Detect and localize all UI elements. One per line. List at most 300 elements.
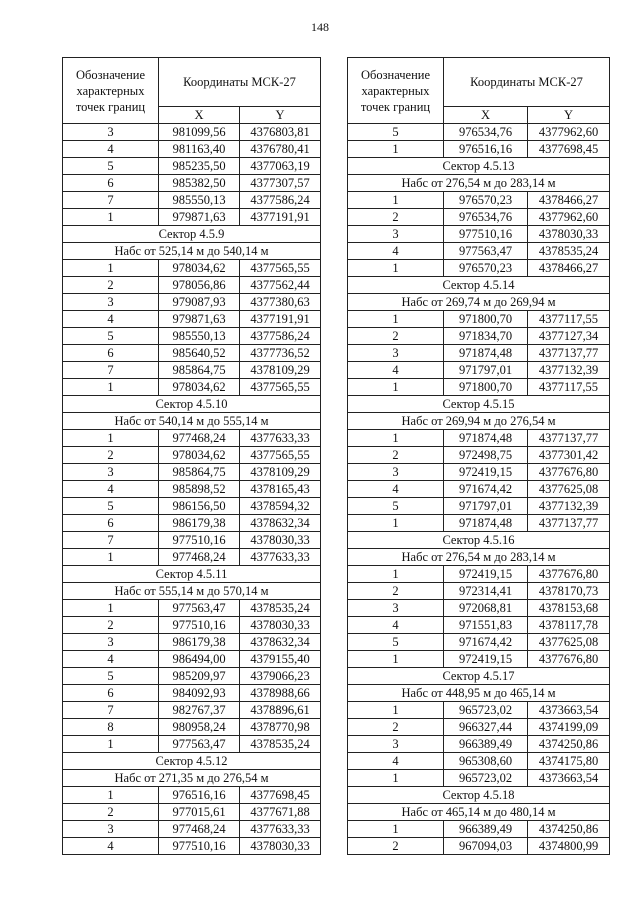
y-coordinate: 4377962,60 <box>528 124 610 141</box>
x-coordinate: 986179,38 <box>159 634 240 651</box>
table-row <box>63 192 321 209</box>
y-coordinate: 4377962,60 <box>528 209 610 226</box>
y-coordinate: 4377676,80 <box>528 651 610 668</box>
table-row <box>348 124 610 141</box>
y-coordinate: 4377191,91 <box>240 209 321 226</box>
table-row <box>63 787 321 804</box>
y-coordinate: 4378030,33 <box>240 838 321 855</box>
sector-label: Сектор 4.5.17 <box>348 668 610 685</box>
table-row <box>63 821 321 838</box>
y-coordinate: 4377117,55 <box>528 311 610 328</box>
point-number: 4 <box>63 838 159 855</box>
table-row <box>63 311 321 328</box>
point-number: 4 <box>63 481 159 498</box>
point-number: 1 <box>348 515 444 532</box>
x-coordinate: 976516,16 <box>159 787 240 804</box>
point-number: 3 <box>63 821 159 838</box>
x-coordinate: 985864,75 <box>159 464 240 481</box>
x-coordinate: 971874,48 <box>444 430 528 447</box>
y-coordinate: 4377736,52 <box>240 345 321 362</box>
y-coordinate: 4374250,86 <box>528 736 610 753</box>
y-coordinate: 4378632,34 <box>240 634 321 651</box>
table-row <box>63 175 321 192</box>
table-row <box>348 430 610 447</box>
y-coordinate: 4378117,78 <box>528 617 610 634</box>
point-number: 2 <box>63 447 159 464</box>
point-number: 6 <box>63 345 159 362</box>
sector-row <box>348 413 610 430</box>
point-number: 6 <box>63 685 159 702</box>
x-coordinate: 986494,00 <box>159 651 240 668</box>
table-row <box>348 464 610 481</box>
coordinates-table-left <box>62 57 321 855</box>
sector-row <box>348 804 610 821</box>
point-number: 7 <box>63 362 159 379</box>
point-number: 1 <box>348 821 444 838</box>
sector-row <box>63 770 321 787</box>
point-number: 1 <box>348 651 444 668</box>
point-number: 2 <box>348 328 444 345</box>
sector-label: Сектор 4.5.12 <box>63 753 321 770</box>
y-coordinate: 4377676,80 <box>528 566 610 583</box>
sector-row <box>348 787 610 804</box>
table-row <box>63 634 321 651</box>
table-row <box>348 736 610 753</box>
x-coordinate: 982767,37 <box>159 702 240 719</box>
table-row <box>63 600 321 617</box>
table-row <box>348 209 610 226</box>
x-coordinate: 978034,62 <box>159 447 240 464</box>
x-coordinate: 977468,24 <box>159 549 240 566</box>
left-table-body <box>63 124 321 855</box>
x-coordinate: 977510,16 <box>159 838 240 855</box>
table-row <box>63 141 321 158</box>
sector-label: Набс от 555,14 м до 570,14 м <box>63 583 321 600</box>
x-coordinate: 984092,93 <box>159 685 240 702</box>
point-number: 4 <box>348 362 444 379</box>
y-coordinate: 4378109,29 <box>240 464 321 481</box>
x-coordinate: 977510,16 <box>444 226 528 243</box>
table-row <box>348 566 610 583</box>
table-row <box>63 719 321 736</box>
table-row <box>348 498 610 515</box>
point-number: 1 <box>348 702 444 719</box>
point-number: 4 <box>63 311 159 328</box>
y-coordinate: 4377132,39 <box>528 362 610 379</box>
y-coordinate: 4374800,99 <box>528 838 610 855</box>
table-row <box>348 583 610 600</box>
x-coordinate: 985864,75 <box>159 362 240 379</box>
table-row <box>348 651 610 668</box>
point-number: 2 <box>348 583 444 600</box>
sector-row <box>348 294 610 311</box>
x-coordinate: 976534,76 <box>444 124 528 141</box>
x-coordinate: 971874,48 <box>444 515 528 532</box>
x-coordinate: 977563,47 <box>444 243 528 260</box>
sector-label: Набс от 269,74 м до 269,94 м <box>348 294 610 311</box>
point-number: 4 <box>63 651 159 668</box>
x-coordinate: 976570,23 <box>444 260 528 277</box>
table-row <box>63 498 321 515</box>
table-row <box>63 736 321 753</box>
x-coordinate: 980958,24 <box>159 719 240 736</box>
x-coordinate: 971674,42 <box>444 481 528 498</box>
point-number: 4 <box>63 141 159 158</box>
table-row <box>63 362 321 379</box>
y-coordinate: 4378988,66 <box>240 685 321 702</box>
y-coordinate: 4377565,55 <box>240 379 321 396</box>
table-row <box>348 634 610 651</box>
point-number: 3 <box>348 736 444 753</box>
sector-label: Сектор 4.5.14 <box>348 277 610 294</box>
x-coordinate: 976570,23 <box>444 192 528 209</box>
point-number: 1 <box>63 600 159 617</box>
table-row <box>63 532 321 549</box>
table-row <box>348 311 610 328</box>
point-number: 1 <box>63 787 159 804</box>
x-coordinate: 972498,75 <box>444 447 528 464</box>
table-row <box>348 243 610 260</box>
point-number: 3 <box>63 294 159 311</box>
y-coordinate: 4378770,98 <box>240 719 321 736</box>
y-coordinate: 4377301,42 <box>528 447 610 464</box>
table-row <box>63 447 321 464</box>
y-coordinate: 4377625,08 <box>528 481 610 498</box>
y-coordinate: 4377127,34 <box>528 328 610 345</box>
sector-label: Набс от 540,14 м до 555,14 м <box>63 413 321 430</box>
table-row <box>348 447 610 464</box>
header-point-label: Обозначение характерных точек границ <box>63 58 159 124</box>
table-row <box>63 685 321 702</box>
sector-row <box>63 396 321 413</box>
x-coordinate: 979087,93 <box>159 294 240 311</box>
x-coordinate: 985898,52 <box>159 481 240 498</box>
y-coordinate: 4378109,29 <box>240 362 321 379</box>
y-coordinate: 4378030,33 <box>240 617 321 634</box>
table-row <box>63 464 321 481</box>
x-coordinate: 972419,15 <box>444 464 528 481</box>
y-coordinate: 4374250,86 <box>528 821 610 838</box>
x-coordinate: 977563,47 <box>159 736 240 753</box>
x-coordinate: 972068,81 <box>444 600 528 617</box>
table-row <box>63 549 321 566</box>
x-coordinate: 985382,50 <box>159 175 240 192</box>
y-coordinate: 4378153,68 <box>528 600 610 617</box>
sector-row <box>348 175 610 192</box>
sector-row <box>348 532 610 549</box>
table-row <box>348 702 610 719</box>
point-number: 5 <box>348 498 444 515</box>
sector-label: Набс от 465,14 м до 480,14 м <box>348 804 610 821</box>
x-coordinate: 986156,50 <box>159 498 240 515</box>
y-coordinate: 4377625,08 <box>528 634 610 651</box>
y-coordinate: 4377586,24 <box>240 328 321 345</box>
point-number: 6 <box>63 175 159 192</box>
x-coordinate: 979871,63 <box>159 311 240 328</box>
sector-row <box>348 685 610 702</box>
x-coordinate: 986179,38 <box>159 515 240 532</box>
x-coordinate: 972419,15 <box>444 651 528 668</box>
y-coordinate: 4378466,27 <box>528 260 610 277</box>
sector-label: Сектор 4.5.16 <box>348 532 610 549</box>
x-coordinate: 966327,44 <box>444 719 528 736</box>
x-coordinate: 976516,16 <box>444 141 528 158</box>
point-number: 5 <box>63 498 159 515</box>
y-coordinate: 4377565,55 <box>240 260 321 277</box>
sector-label: Сектор 4.5.13 <box>348 158 610 175</box>
y-coordinate: 4377633,33 <box>240 430 321 447</box>
page-number: 148 <box>311 20 329 34</box>
table-row <box>63 158 321 175</box>
x-coordinate: 971551,83 <box>444 617 528 634</box>
table-row <box>348 192 610 209</box>
x-coordinate: 981163,40 <box>159 141 240 158</box>
table-row <box>348 770 610 787</box>
point-number: 8 <box>63 719 159 736</box>
sector-label: Сектор 4.5.18 <box>348 787 610 804</box>
sector-row <box>63 753 321 770</box>
sector-label: Набс от 276,54 м до 283,14 м <box>348 549 610 566</box>
sector-label: Сектор 4.5.15 <box>348 396 610 413</box>
x-coordinate: 985640,52 <box>159 345 240 362</box>
y-coordinate: 4376780,41 <box>240 141 321 158</box>
sector-row <box>348 668 610 685</box>
point-number: 1 <box>63 209 159 226</box>
x-coordinate: 977468,24 <box>159 821 240 838</box>
point-number: 1 <box>348 260 444 277</box>
y-coordinate: 4377137,77 <box>528 515 610 532</box>
x-coordinate: 966389,49 <box>444 736 528 753</box>
point-number: 3 <box>348 600 444 617</box>
sector-row <box>348 549 610 566</box>
right-table-body <box>348 124 610 855</box>
header-x: X <box>444 107 528 124</box>
point-number: 2 <box>348 719 444 736</box>
x-coordinate: 965308,60 <box>444 753 528 770</box>
x-coordinate: 971800,70 <box>444 311 528 328</box>
point-number: 3 <box>348 226 444 243</box>
point-number: 4 <box>348 243 444 260</box>
x-coordinate: 981099,56 <box>159 124 240 141</box>
table-row <box>63 668 321 685</box>
sector-row <box>63 243 321 260</box>
y-coordinate: 4377132,39 <box>528 498 610 515</box>
x-coordinate: 978056,86 <box>159 277 240 294</box>
y-coordinate: 4377380,63 <box>240 294 321 311</box>
table-row <box>348 226 610 243</box>
point-number: 1 <box>348 379 444 396</box>
point-number: 1 <box>348 770 444 787</box>
x-coordinate: 971800,70 <box>444 379 528 396</box>
sector-row <box>348 277 610 294</box>
x-coordinate: 972314,41 <box>444 583 528 600</box>
table-row <box>348 821 610 838</box>
sector-label: Набс от 525,14 м до 540,14 м <box>63 243 321 260</box>
table-row <box>348 753 610 770</box>
x-coordinate: 979871,63 <box>159 209 240 226</box>
point-number: 4 <box>348 481 444 498</box>
y-coordinate: 4377671,88 <box>240 804 321 821</box>
y-coordinate: 4373663,54 <box>528 770 610 787</box>
y-coordinate: 4379155,40 <box>240 651 321 668</box>
y-coordinate: 4378030,33 <box>528 226 610 243</box>
point-number: 1 <box>63 549 159 566</box>
x-coordinate: 977563,47 <box>159 600 240 617</box>
x-coordinate: 971834,70 <box>444 328 528 345</box>
sector-label: Набс от 271,35 м до 276,54 м <box>63 770 321 787</box>
x-coordinate: 977510,16 <box>159 617 240 634</box>
y-coordinate: 4378535,24 <box>240 736 321 753</box>
header-y: Y <box>528 107 610 124</box>
sector-row <box>348 158 610 175</box>
x-coordinate: 967094,03 <box>444 838 528 855</box>
header-coordinates: Координаты МСК-27 <box>444 58 610 107</box>
point-number: 7 <box>63 532 159 549</box>
table-row <box>63 209 321 226</box>
y-coordinate: 4378594,32 <box>240 498 321 515</box>
sector-row <box>63 413 321 430</box>
x-coordinate: 978034,62 <box>159 260 240 277</box>
y-coordinate: 4377698,45 <box>528 141 610 158</box>
y-coordinate: 4377565,55 <box>240 447 321 464</box>
point-number: 1 <box>348 311 444 328</box>
y-coordinate: 4373663,54 <box>528 702 610 719</box>
point-number: 3 <box>63 464 159 481</box>
table-row <box>63 379 321 396</box>
point-number: 4 <box>348 617 444 634</box>
y-coordinate: 4378896,61 <box>240 702 321 719</box>
header-coordinates: Координаты МСК-27 <box>159 58 321 107</box>
y-coordinate: 4378535,24 <box>240 600 321 617</box>
table-row <box>63 328 321 345</box>
header-y: Y <box>240 107 321 124</box>
x-coordinate: 985235,50 <box>159 158 240 175</box>
table-row <box>63 481 321 498</box>
point-number: 7 <box>63 192 159 209</box>
x-coordinate: 976534,76 <box>444 209 528 226</box>
y-coordinate: 4377063,19 <box>240 158 321 175</box>
y-coordinate: 4377633,33 <box>240 821 321 838</box>
table-row <box>348 379 610 396</box>
table-row <box>63 804 321 821</box>
x-coordinate: 965723,02 <box>444 702 528 719</box>
point-number: 1 <box>348 430 444 447</box>
table-row <box>348 515 610 532</box>
table-row <box>348 260 610 277</box>
table-row <box>63 515 321 532</box>
point-number: 1 <box>63 379 159 396</box>
sector-label: Сектор 4.5.11 <box>63 566 321 583</box>
x-coordinate: 971874,48 <box>444 345 528 362</box>
y-coordinate: 4379066,23 <box>240 668 321 685</box>
y-coordinate: 4376803,81 <box>240 124 321 141</box>
table-row <box>63 838 321 855</box>
sector-row <box>63 566 321 583</box>
table-row <box>348 481 610 498</box>
table-row <box>348 838 610 855</box>
point-number: 5 <box>63 668 159 685</box>
x-coordinate: 978034,62 <box>159 379 240 396</box>
table-row <box>63 294 321 311</box>
point-number: 5 <box>348 634 444 651</box>
point-number: 2 <box>63 617 159 634</box>
table-row <box>63 124 321 141</box>
x-coordinate: 971674,42 <box>444 634 528 651</box>
y-coordinate: 4378632,34 <box>240 515 321 532</box>
y-coordinate: 4377137,77 <box>528 430 610 447</box>
y-coordinate: 4377191,91 <box>240 311 321 328</box>
x-coordinate: 971797,01 <box>444 362 528 379</box>
y-coordinate: 4374175,80 <box>528 753 610 770</box>
x-coordinate: 977510,16 <box>159 532 240 549</box>
x-coordinate: 972419,15 <box>444 566 528 583</box>
x-coordinate: 971797,01 <box>444 498 528 515</box>
sector-row <box>63 226 321 243</box>
point-number: 5 <box>348 124 444 141</box>
y-coordinate: 4377562,44 <box>240 277 321 294</box>
y-coordinate: 4378170,73 <box>528 583 610 600</box>
point-number: 2 <box>348 838 444 855</box>
x-coordinate: 985550,13 <box>159 328 240 345</box>
y-coordinate: 4377117,55 <box>528 379 610 396</box>
point-number: 1 <box>348 141 444 158</box>
point-number: 1 <box>348 566 444 583</box>
x-coordinate: 965723,02 <box>444 770 528 787</box>
x-coordinate: 977015,61 <box>159 804 240 821</box>
table-row <box>63 702 321 719</box>
point-number: 3 <box>348 464 444 481</box>
y-coordinate: 4377698,45 <box>240 787 321 804</box>
table-row <box>63 345 321 362</box>
header-x: X <box>159 107 240 124</box>
y-coordinate: 4377633,33 <box>240 549 321 566</box>
point-number: 2 <box>348 209 444 226</box>
sector-row <box>348 396 610 413</box>
point-number: 2 <box>63 277 159 294</box>
y-coordinate: 4378466,27 <box>528 192 610 209</box>
sector-label: Набс от 276,54 м до 283,14 м <box>348 175 610 192</box>
y-coordinate: 4378535,24 <box>528 243 610 260</box>
sector-label: Сектор 4.5.10 <box>63 396 321 413</box>
table-row <box>348 345 610 362</box>
point-number: 1 <box>63 430 159 447</box>
point-number: 1 <box>348 192 444 209</box>
sector-label: Сектор 4.5.9 <box>63 226 321 243</box>
point-number: 4 <box>348 753 444 770</box>
point-number: 2 <box>348 447 444 464</box>
point-number: 5 <box>63 158 159 175</box>
point-number: 3 <box>348 345 444 362</box>
x-coordinate: 966389,49 <box>444 821 528 838</box>
y-coordinate: 4377137,77 <box>528 345 610 362</box>
point-number: 1 <box>63 260 159 277</box>
x-coordinate: 977468,24 <box>159 430 240 447</box>
point-number: 3 <box>63 124 159 141</box>
y-coordinate: 4374199,09 <box>528 719 610 736</box>
point-number: 2 <box>63 804 159 821</box>
table-row <box>348 328 610 345</box>
sector-row <box>63 583 321 600</box>
point-number: 1 <box>63 736 159 753</box>
table-row <box>63 277 321 294</box>
sector-label: Набс от 448,95 м до 465,14 м <box>348 685 610 702</box>
table-row <box>348 617 610 634</box>
table-row <box>348 719 610 736</box>
point-number: 7 <box>63 702 159 719</box>
coordinates-table-right <box>347 57 610 855</box>
point-number: 6 <box>63 515 159 532</box>
point-number: 5 <box>63 328 159 345</box>
